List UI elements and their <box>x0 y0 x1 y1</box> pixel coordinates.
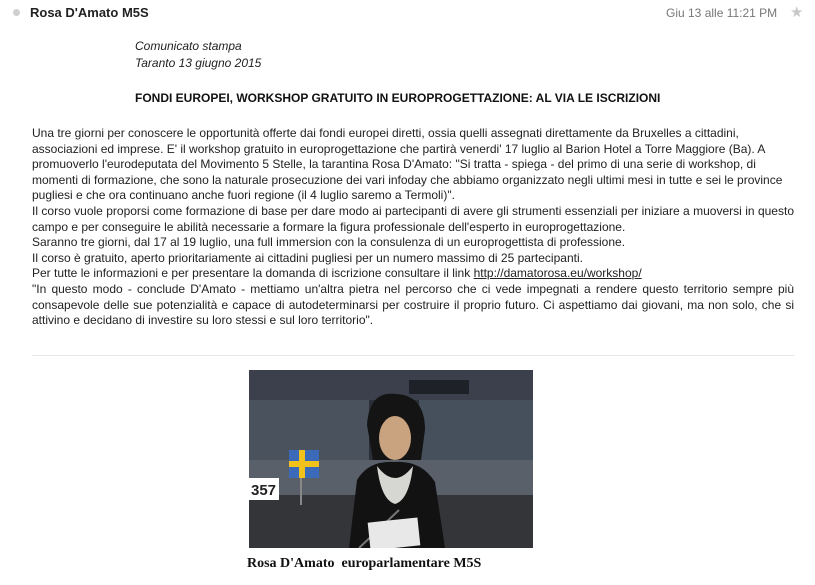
body-text <box>32 126 794 329</box>
headline: FONDI EUROPEI, WORKSHOP GRATUITO IN EUROPROGETTAZIONE: AL VIA LE ISCRIZIONI <box>135 91 661 105</box>
paragraph: Saranno tre giorni, dal 17 al 19 luglio, una full immersion con la consulenza di un europrogettista di professione. <box>32 235 626 250</box>
paragraph: Il corso è gratuito, aperto prioritariamente ai cittadini pugliesi per un numero massimo di 25 partecipanti. <box>32 250 583 265</box>
paragraph-with-link <box>32 266 794 282</box>
paragraph: Una tre giorni per conoscere le opportunità offerte dai fondi europei diretti, ossia quelli assegnati direttamente da Bruxelles a cittadini, associazioni ed imprese. E' il workshop gratuito in europrogettazione che partirà venerdi' 17 luglio al Barion Hotel a Torre Maggiore (Ba). A promuoverlo l'eurodeputata del Movimento 5 Stelle, la tarantina Rosa D'Amato: "Si tratta - spiega - del primo di una serie di workshop, di momenti di formazione, che sono la naturale prosecuzione dei vari infoday che abbiamo organizzato negli ultimi mesi in tutte e sei le province pugliesi e che ora continuano anche fuori regione (il 4 luglio saremo a Termoli)". <box>32 126 783 203</box>
speaker-photo <box>249 370 533 548</box>
quote-paragraph: "In questo modo - conclude D'Amato - mettiamo un'altra pietra nel percorso che ci vede impegnati a rendere questo territorio sempre più consapevole delle sue potenzialità e capace di autodeterminarsi per costruire il proprio futuro. Ci aspettiamo dai giovani, ma non solo, che si attivino e decidano di investire su loro stessi e sul loro territorio". <box>32 281 794 328</box>
star-icon[interactable]: ★ <box>790 4 804 21</box>
photo-illustration <box>249 370 533 548</box>
link-prefix: Per tutte le informazioni e per presentare la domanda di iscrizione consultare il link <box>32 266 474 281</box>
sender-name[interactable]: Rosa D'Amato M5S <box>30 5 149 20</box>
status-dot-icon <box>13 9 20 16</box>
paragraph: Il corso vuole proporsi come formazione di base per dare modo ai partecipanti di avere gli strumenti essenziali per iniziare a muoversi in questo campo e per conseguire le abilità necessarie a formare la figura professionale dell'esperto in europrogettazione. <box>32 203 794 234</box>
intro-label: Comunicato stampa <box>135 39 242 53</box>
press-release-intro <box>135 38 261 72</box>
seat-number: 357 <box>251 482 277 499</box>
message-header <box>0 0 815 26</box>
divider <box>32 355 794 356</box>
photo-caption: Rosa D'Amato europarlamentare M5S <box>247 556 482 571</box>
intro-date: Taranto 13 giugno 2015 <box>135 56 262 70</box>
workshop-link[interactable]: http://damatorosa.eu/workshop/ <box>473 266 642 281</box>
message-timestamp: Giu 13 alle 11:21 PM <box>666 6 778 20</box>
